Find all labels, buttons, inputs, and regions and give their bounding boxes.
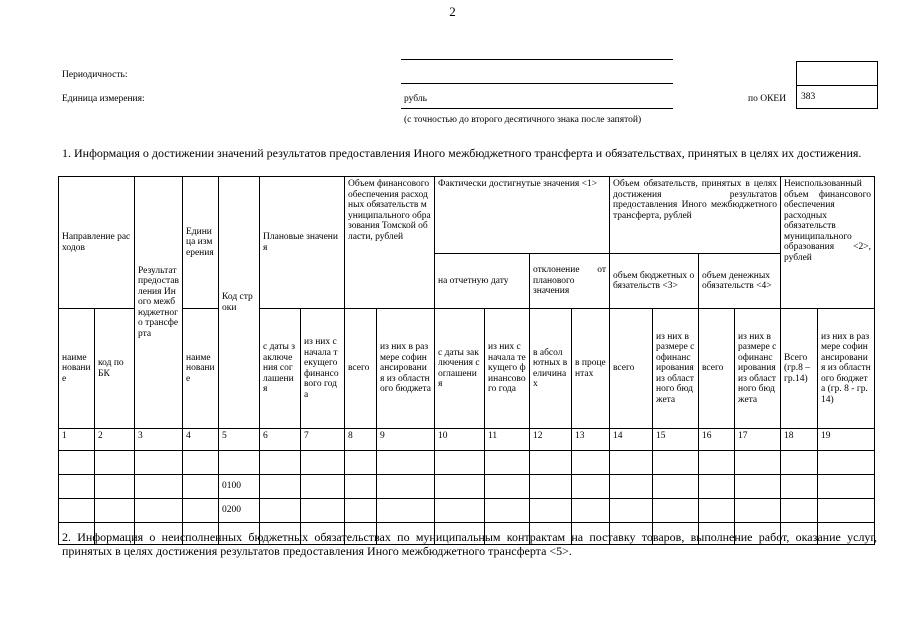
col-unit-name: наименование [183, 309, 219, 429]
okei-label: по ОКЕИ [748, 94, 787, 104]
col-percent: в процентах [572, 309, 610, 429]
col-plan-year: из них с начала текущего финансового года [301, 309, 345, 429]
unit-line [401, 108, 673, 109]
unit-label: Единица измерения: [62, 94, 145, 104]
col-kbk: код по БК [95, 309, 135, 429]
column-number: 13 [572, 429, 610, 451]
column-number: 15 [653, 429, 699, 451]
header-plan: Плановые значения [260, 177, 345, 309]
column-number: 11 [485, 429, 530, 451]
column-number: 2 [95, 429, 135, 451]
col-budget-total: всего [610, 309, 653, 429]
section1-title: 1. Информация о достижении значений результатов предоставления Иного межбюджетного трансферта и обязательствах, принятых в целях их достижения. [62, 146, 862, 160]
header-row-code: Код строки [219, 177, 260, 429]
row-code: 0100 [219, 475, 260, 499]
header-budget-obligations: объем бюджетных обязательств <3> [610, 254, 699, 309]
header-actual-date: на отчетную дату [435, 254, 530, 309]
col-actual-year: из них с начала текущего финансового года [485, 309, 530, 429]
column-number: 6 [260, 429, 301, 451]
column-number: 8 [345, 429, 377, 451]
okei-code: 383 [796, 85, 878, 109]
column-number: 18 [781, 429, 818, 451]
row-code [219, 451, 260, 475]
header-money-obligations: объем денежных обязательств <4> [699, 254, 781, 309]
column-number: 19 [818, 429, 875, 451]
table-row [59, 451, 875, 475]
column-number: 17 [735, 429, 781, 451]
col-plan-date: с даты заключения соглашения [260, 309, 301, 429]
header-result: Результат предоставления Иного межбюджетного трансферта [135, 177, 183, 429]
col-unused-cofin: из них в размере софинансирования из областного бюджета (гр. 8 - гр. 14) [818, 309, 875, 429]
col-name: наименование [59, 309, 95, 429]
header-deviation: отклонение от планового значения [530, 254, 610, 309]
col-budget-cofin: из них в размере софинансирования из областного бюджета [653, 309, 699, 429]
column-number-row [59, 429, 875, 451]
column-number: 16 [699, 429, 735, 451]
periodicity-line [401, 83, 673, 84]
header-volume: Объем финансового обеспечения расходных обязательств муниципального образования Томской области, рублей [345, 177, 435, 309]
col-actual-date: с даты заключения соглашения [435, 309, 485, 429]
periodicity-label: Периодичность: [62, 70, 128, 80]
row-code: 0200 [219, 499, 260, 523]
column-number: 4 [183, 429, 219, 451]
col-money-cofin: из них в размере софинансирования из областного бюджета [735, 309, 781, 429]
column-number: 5 [219, 429, 260, 451]
unit-note: (с точностью до второго десятичного знака после запятой) [404, 115, 642, 125]
table-row [59, 499, 875, 523]
col-absolute: в абсолютных величинах [530, 309, 572, 429]
column-number: 1 [59, 429, 95, 451]
header-actual: Фактически достигнутые значения <1> [435, 177, 610, 254]
column-number: 14 [610, 429, 653, 451]
results-table [58, 176, 875, 545]
header-unit: Единица измерения [183, 177, 219, 309]
col-total: всего [345, 309, 377, 429]
table-row [59, 475, 875, 499]
header-direction: Направление расходов [59, 177, 135, 309]
column-number: 9 [377, 429, 435, 451]
periodicity-top-line [401, 59, 673, 60]
section2-title: 2. Информация о неисполненных бюджетных обязательствах по муниципальным контрактам на поставку товаров, выполнение работ, оказание услуг, принятых в целях достижения результатов предоставления Иного межбюджетного трансферта <5>. [62, 530, 877, 558]
page-number: 2 [449, 4, 456, 19]
column-number: 7 [301, 429, 345, 451]
column-number: 3 [135, 429, 183, 451]
header-obligations: Объем обязательств, принятых в целях достижения результатов предоставления Иного межбюджетного трансферта, рублей [610, 177, 781, 254]
column-number: 12 [530, 429, 572, 451]
col-money-total: всего [699, 309, 735, 429]
column-number: 10 [435, 429, 485, 451]
header-unused: Неиспользованный объем финансового обеспечения расходных обязательств муниципального образования <2>, рублей [781, 177, 875, 309]
col-cofin-budget: из них в размере софинансирования из областного бюджета [377, 309, 435, 429]
col-unused-total: Всего (гр.8 – гр.14) [781, 309, 818, 429]
unit-value: рубль [404, 94, 427, 104]
